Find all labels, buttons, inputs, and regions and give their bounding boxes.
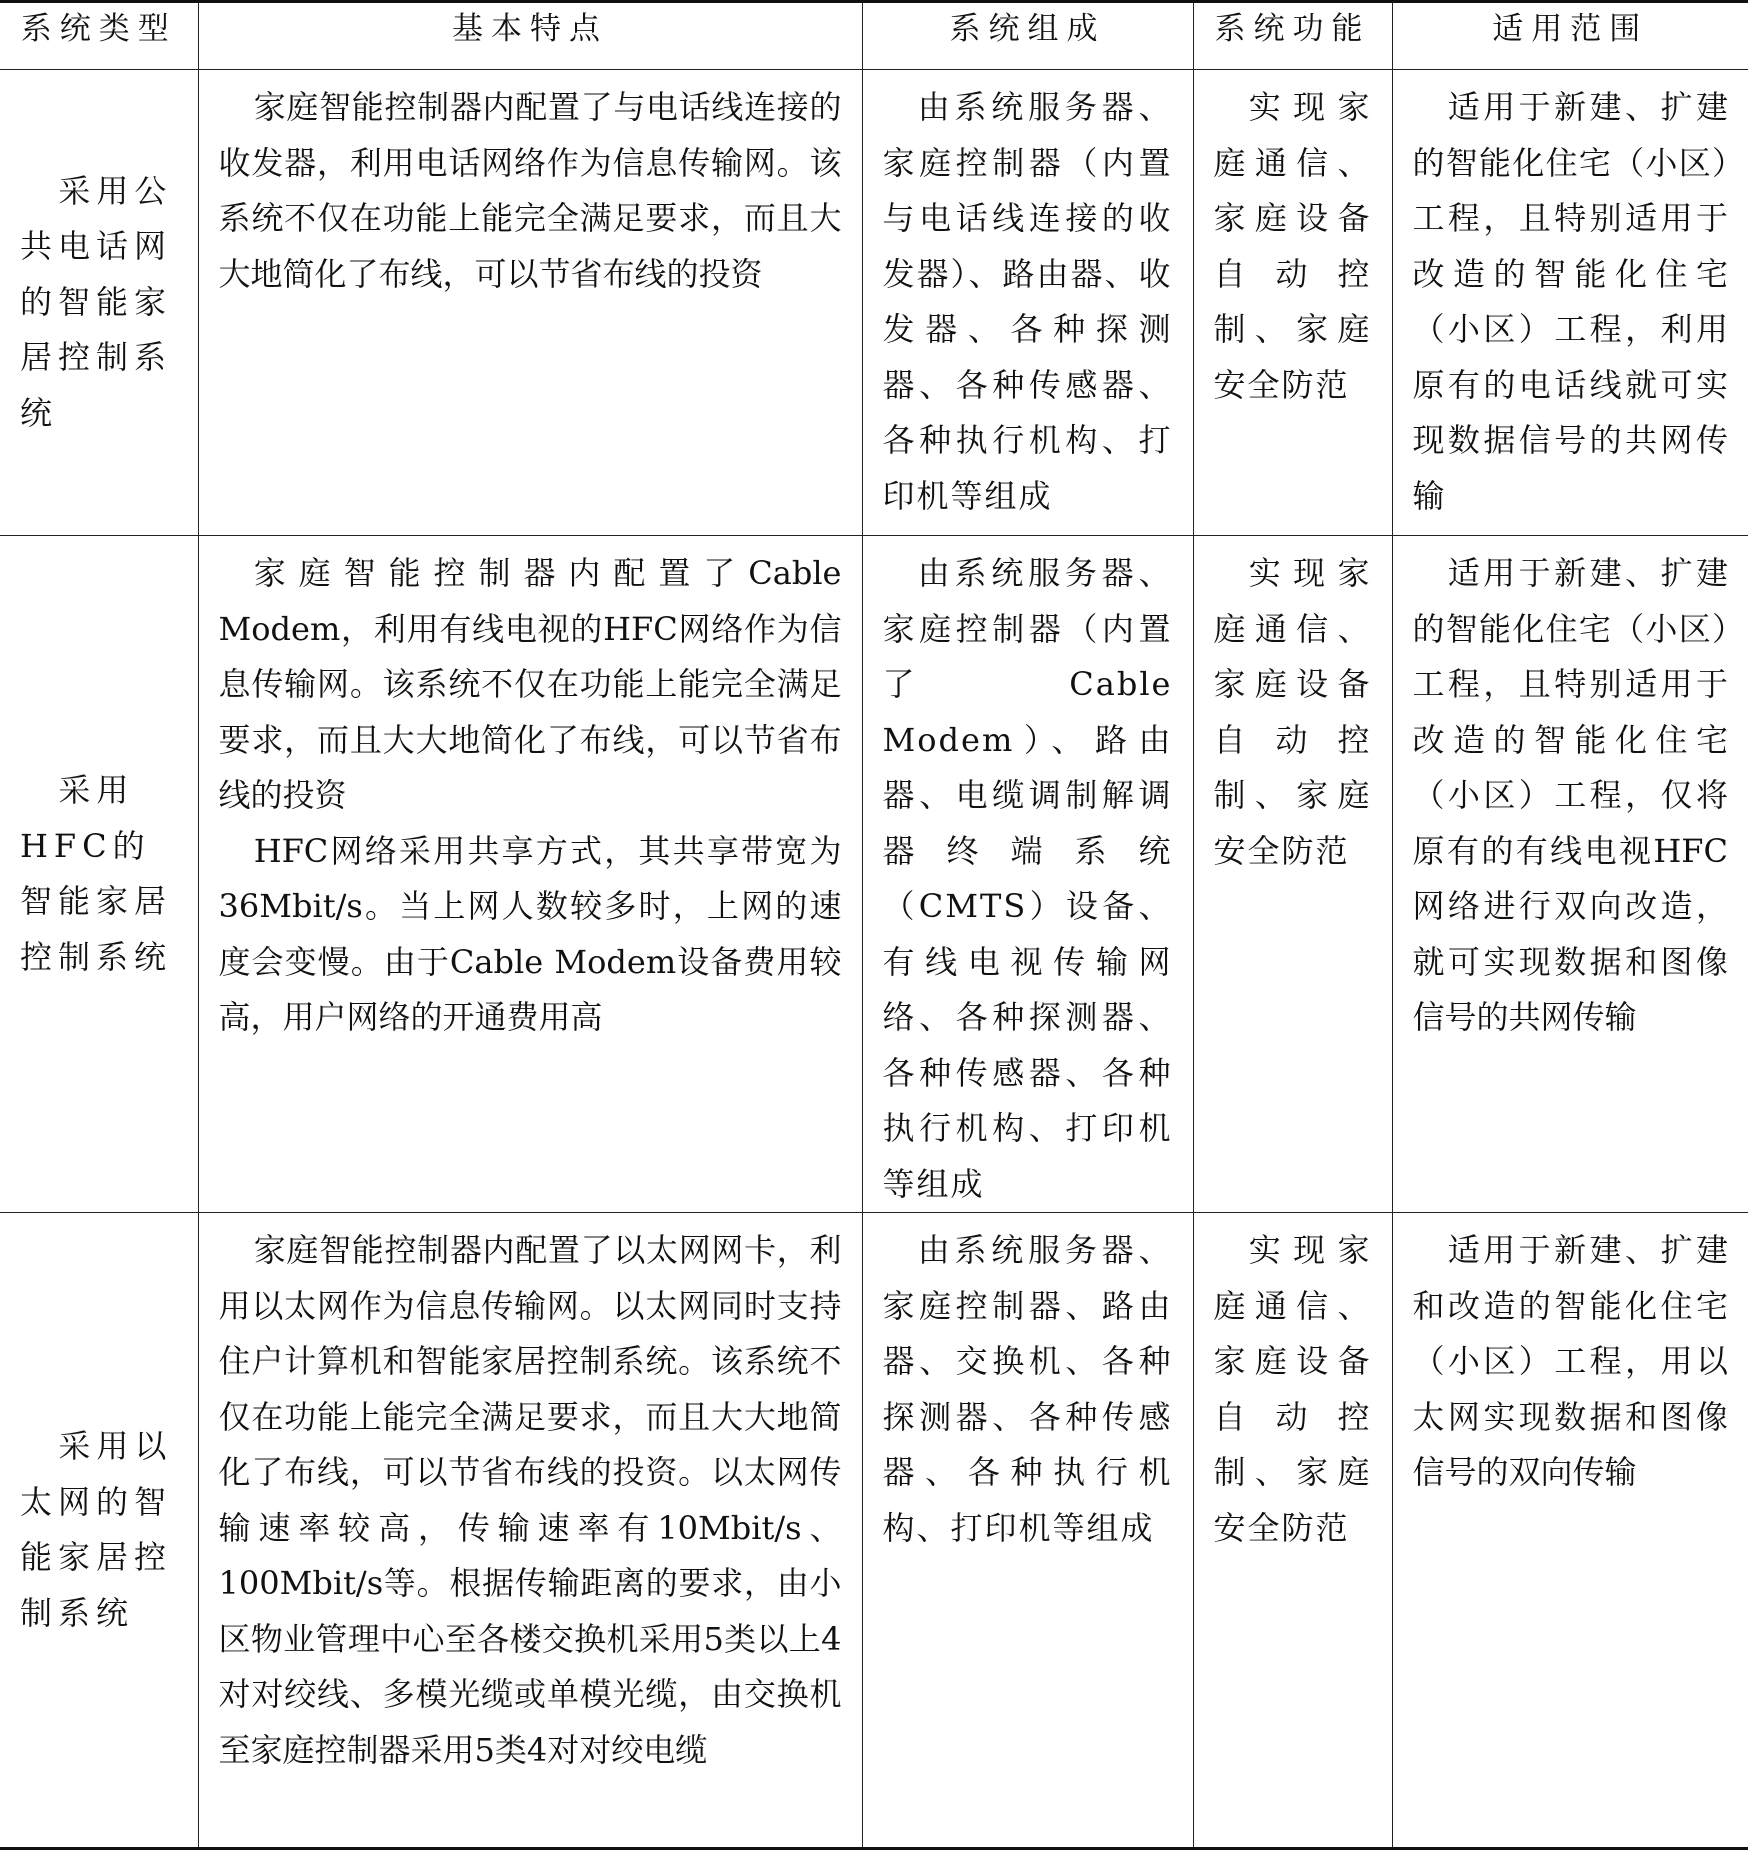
function-text: 实现家庭通信、家庭设备自动控制、家庭安全防范 bbox=[1213, 1231, 1372, 1547]
cell-system-type bbox=[0, 70, 198, 536]
scope-text: 适用于新建、扩建的智能化住宅（小区）工程，且特别适用于改造的智能化住宅（小区）工程，仅将原有的有线电视HFC网络进行双向改造，就可实现数据和图像信号的共网传输 bbox=[1412, 554, 1728, 1036]
scope-text: 适用于新建、扩建和改造的智能化住宅（小区）工程，用以太网实现数据和图像信号的双向传输 bbox=[1412, 1231, 1728, 1491]
cell-composition bbox=[862, 70, 1193, 536]
composition-text: 由系统服务器、家庭控制器（内置了Cable Modem）、路由器、电缆调制解调器终端系统（CMTS）设备、有线电视传输网络、各种探测器、各种传感器、各种执行机构、打印机等组成 bbox=[882, 554, 1173, 1203]
cell-scope bbox=[1392, 536, 1748, 1213]
header-scope: 适用范围 bbox=[1392, 2, 1748, 70]
table-header-row bbox=[0, 2, 1748, 70]
features-paragraph: 家庭智能控制器内配置了与电话线连接的收发器，利用电话网络作为信息传输网。该系统不仅在功能上能完全满足要求，而且大大地简化了布线，可以节省布线的投资 bbox=[218, 88, 842, 293]
cell-scope bbox=[1392, 70, 1748, 536]
table-row bbox=[0, 1213, 1748, 1849]
cell-composition bbox=[862, 536, 1193, 1213]
composition-text: 由系统服务器、家庭控制器（内置与电话线连接的收发器）、路由器、收发器、各种探测器、各种传感器、各种执行机构、打印机等组成 bbox=[882, 88, 1173, 515]
scope-text: 适用于新建、扩建的智能化住宅（小区）工程，且特别适用于改造的智能化住宅（小区）工程，利用原有的电话线就可实现数据信号的共网传输 bbox=[1412, 88, 1728, 515]
cell-features bbox=[198, 70, 862, 536]
header-function: 系统功能 bbox=[1193, 2, 1392, 70]
function-text: 实现家庭通信、家庭设备自动控制、家庭安全防范 bbox=[1213, 88, 1372, 404]
system-type-text: 采用以太网的智能家居控制系统 bbox=[20, 1427, 173, 1632]
header-system-type: 系统类型 bbox=[0, 2, 198, 70]
table-row bbox=[0, 536, 1748, 1213]
cell-features bbox=[198, 1213, 862, 1849]
cell-function bbox=[1193, 1213, 1392, 1849]
function-text: 实现家庭通信、家庭设备自动控制、家庭安全防范 bbox=[1213, 554, 1372, 870]
system-type-text: 采用HFC的智能家居控制系统 bbox=[20, 771, 173, 976]
cell-composition bbox=[862, 1213, 1193, 1849]
composition-text: 由系统服务器、家庭控制器、路由器、交换机、各种探测器、各种传感器、各种执行机构、打印机等组成 bbox=[882, 1231, 1173, 1547]
cell-function bbox=[1193, 536, 1392, 1213]
cell-function bbox=[1193, 70, 1392, 536]
cell-features bbox=[198, 536, 862, 1213]
cell-system-type bbox=[0, 1213, 198, 1849]
features-paragraph: 家庭智能控制器内配置了Cable Modem，利用有线电视的HFC网络作为信息传输网。该系统不仅在功能上能完全满足要求，而且大大地简化了布线，可以节省布线的投资 bbox=[218, 554, 842, 814]
cell-scope bbox=[1392, 1213, 1748, 1849]
features-paragraph: 家庭智能控制器内配置了以太网网卡，利用以太网作为信息传输网。以太网同时支持住户计算机和智能家居控制系统。该系统不仅在功能上能完全满足要求，而且大大地简化了布线，可以节省布线的投资。以太网传输速率较高，传输速率有10Mbit/s、100Mbit/s等。根据传输距离的要求，由小区物业管理中心至各楼交换机采用5类以上4对对绞线、多模光缆或单模光缆，由交换机至家庭控制器采用5类4对对绞电缆 bbox=[218, 1231, 842, 1769]
cell-system-type bbox=[0, 536, 198, 1213]
header-composition: 系统组成 bbox=[862, 2, 1193, 70]
header-features: 基本特点 bbox=[198, 2, 862, 70]
system-type-text: 采用公共电话网的智能家居控制系统 bbox=[20, 171, 173, 432]
features-paragraph: HFC网络采用共享方式，其共享带宽为36Mbit/s。当上网人数较多时，上网的速度会变慢。由于Cable Modem设备费用较高，用户网络的开通费用高 bbox=[218, 831, 842, 1036]
table-row bbox=[0, 70, 1748, 536]
